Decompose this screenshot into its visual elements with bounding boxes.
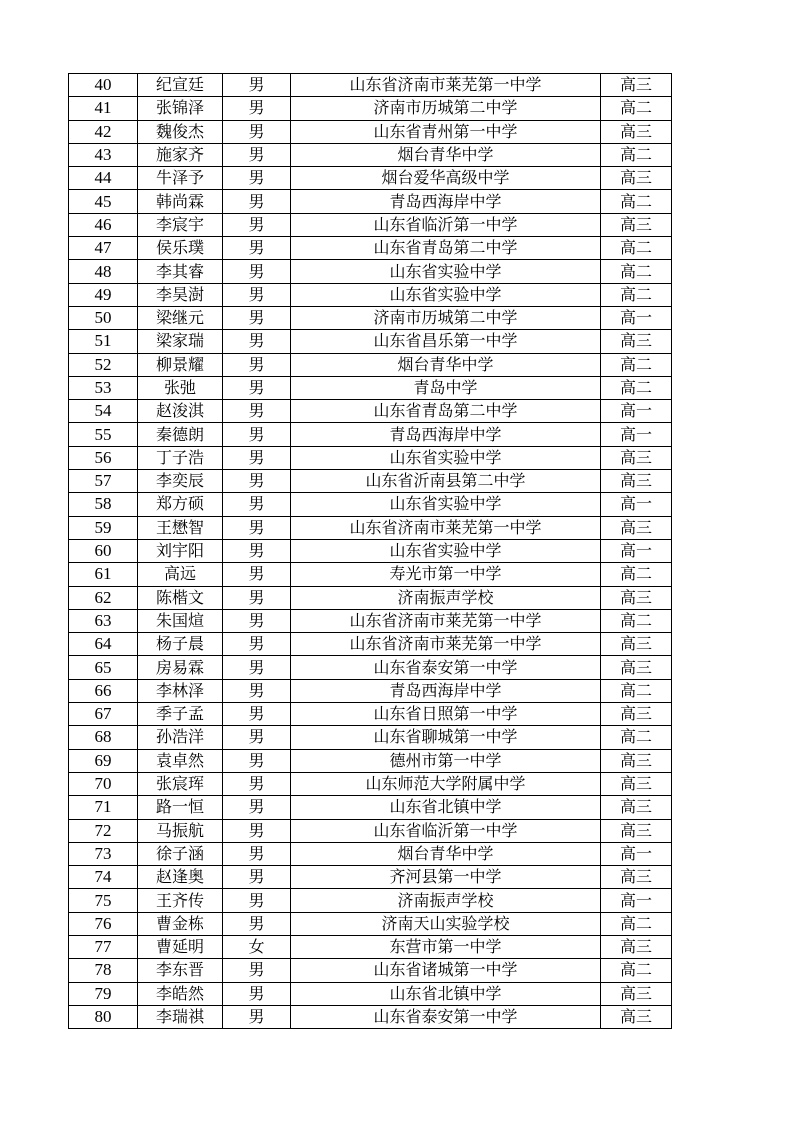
- cell-name: 袁卓然: [138, 749, 223, 772]
- cell-gender: 男: [223, 260, 291, 283]
- cell-name: 王齐传: [138, 889, 223, 912]
- cell-grade: 高三: [601, 935, 672, 958]
- cell-name: 孙浩洋: [138, 726, 223, 749]
- cell-number: 47: [69, 237, 138, 260]
- table-row: [69, 167, 672, 190]
- cell-name: 张弛: [138, 376, 223, 399]
- cell-school: 山东省实验中学: [291, 539, 601, 562]
- cell-name: 梁继元: [138, 306, 223, 329]
- student-roster-table: [68, 73, 672, 1029]
- table-row: [69, 796, 672, 819]
- cell-number: 59: [69, 516, 138, 539]
- cell-gender: 男: [223, 97, 291, 120]
- table-row: [69, 353, 672, 376]
- cell-number: 56: [69, 446, 138, 469]
- cell-number: 62: [69, 586, 138, 609]
- cell-name: 李奕辰: [138, 470, 223, 493]
- cell-gender: 男: [223, 353, 291, 376]
- cell-school: 山东省济南市莱芜第一中学: [291, 516, 601, 539]
- cell-school: 山东省泰安第一中学: [291, 656, 601, 679]
- table-row: [69, 330, 672, 353]
- cell-name: 杨子晨: [138, 633, 223, 656]
- cell-grade: 高三: [601, 516, 672, 539]
- cell-name: 路一恒: [138, 796, 223, 819]
- cell-number: 51: [69, 330, 138, 353]
- cell-gender: 男: [223, 143, 291, 166]
- table-row: [69, 726, 672, 749]
- cell-name: 魏俊杰: [138, 120, 223, 143]
- cell-school: 济南市历城第二中学: [291, 306, 601, 329]
- roster-body: [69, 74, 672, 1029]
- cell-gender: 男: [223, 633, 291, 656]
- cell-grade: 高二: [601, 563, 672, 586]
- cell-gender: 男: [223, 656, 291, 679]
- table-row: [69, 563, 672, 586]
- cell-school: 山东省泰安第一中学: [291, 1005, 601, 1028]
- cell-number: 44: [69, 167, 138, 190]
- cell-number: 48: [69, 260, 138, 283]
- cell-name: 曹延明: [138, 935, 223, 958]
- cell-gender: 男: [223, 1005, 291, 1028]
- cell-grade: 高三: [601, 982, 672, 1005]
- cell-name: 张锦泽: [138, 97, 223, 120]
- cell-name: 施家齐: [138, 143, 223, 166]
- cell-number: 45: [69, 190, 138, 213]
- cell-name: 王懋智: [138, 516, 223, 539]
- cell-school: 齐河县第一中学: [291, 866, 601, 889]
- cell-grade: 高三: [601, 120, 672, 143]
- cell-gender: 男: [223, 842, 291, 865]
- cell-gender: 男: [223, 959, 291, 982]
- table-row: [69, 120, 672, 143]
- cell-gender: 男: [223, 749, 291, 772]
- table-row: [69, 237, 672, 260]
- cell-number: 43: [69, 143, 138, 166]
- cell-number: 41: [69, 97, 138, 120]
- cell-grade: 高一: [601, 423, 672, 446]
- cell-name: 高远: [138, 563, 223, 586]
- cell-grade: 高二: [601, 353, 672, 376]
- cell-grade: 高三: [601, 749, 672, 772]
- cell-gender: 男: [223, 796, 291, 819]
- cell-number: 42: [69, 120, 138, 143]
- cell-gender: 男: [223, 912, 291, 935]
- cell-school: 烟台青华中学: [291, 842, 601, 865]
- cell-name: 柳景耀: [138, 353, 223, 376]
- cell-grade: 高三: [601, 819, 672, 842]
- cell-gender: 男: [223, 400, 291, 423]
- cell-name: 李其睿: [138, 260, 223, 283]
- cell-grade: 高二: [601, 190, 672, 213]
- cell-school: 山东省实验中学: [291, 446, 601, 469]
- table-row: [69, 283, 672, 306]
- table-row: [69, 493, 672, 516]
- table-row: [69, 633, 672, 656]
- cell-grade: 高三: [601, 656, 672, 679]
- cell-name: 秦德朗: [138, 423, 223, 446]
- cell-gender: 男: [223, 563, 291, 586]
- cell-school: 济南市历城第二中学: [291, 97, 601, 120]
- cell-gender: 女: [223, 935, 291, 958]
- cell-number: 65: [69, 656, 138, 679]
- cell-number: 79: [69, 982, 138, 1005]
- cell-name: 赵浚淇: [138, 400, 223, 423]
- cell-school: 山东省沂南县第二中学: [291, 470, 601, 493]
- cell-school: 山东省青州第一中学: [291, 120, 601, 143]
- cell-number: 68: [69, 726, 138, 749]
- cell-gender: 男: [223, 213, 291, 236]
- cell-number: 73: [69, 842, 138, 865]
- cell-number: 55: [69, 423, 138, 446]
- cell-number: 63: [69, 609, 138, 632]
- cell-number: 78: [69, 959, 138, 982]
- cell-gender: 男: [223, 330, 291, 353]
- cell-name: 赵逢奥: [138, 866, 223, 889]
- cell-grade: 高一: [601, 400, 672, 423]
- cell-grade: 高二: [601, 97, 672, 120]
- cell-number: 77: [69, 935, 138, 958]
- cell-gender: 男: [223, 120, 291, 143]
- cell-grade: 高一: [601, 306, 672, 329]
- cell-grade: 高三: [601, 772, 672, 795]
- cell-school: 山东省实验中学: [291, 260, 601, 283]
- cell-gender: 男: [223, 190, 291, 213]
- cell-gender: 男: [223, 376, 291, 399]
- cell-name: 韩尚霖: [138, 190, 223, 213]
- cell-grade: 高三: [601, 74, 672, 97]
- cell-grade: 高一: [601, 842, 672, 865]
- table-row: [69, 1005, 672, 1028]
- cell-school: 山东省诸城第一中学: [291, 959, 601, 982]
- cell-grade: 高三: [601, 633, 672, 656]
- cell-gender: 男: [223, 539, 291, 562]
- cell-number: 67: [69, 703, 138, 726]
- cell-gender: 男: [223, 889, 291, 912]
- cell-grade: 高一: [601, 493, 672, 516]
- cell-name: 陈楷文: [138, 586, 223, 609]
- cell-number: 75: [69, 889, 138, 912]
- cell-school: 山东省青岛第二中学: [291, 400, 601, 423]
- table-row: [69, 143, 672, 166]
- cell-school: 东营市第一中学: [291, 935, 601, 958]
- cell-school: 山东省济南市莱芜第一中学: [291, 609, 601, 632]
- cell-school: 青岛西海岸中学: [291, 190, 601, 213]
- cell-grade: 高三: [601, 703, 672, 726]
- cell-grade: 高二: [601, 237, 672, 260]
- table-row: [69, 376, 672, 399]
- table-row: [69, 190, 672, 213]
- table-row: [69, 446, 672, 469]
- cell-number: 40: [69, 74, 138, 97]
- cell-school: 烟台爱华高级中学: [291, 167, 601, 190]
- cell-name: 曹金栋: [138, 912, 223, 935]
- cell-number: 69: [69, 749, 138, 772]
- table-row: [69, 749, 672, 772]
- cell-name: 纪宣廷: [138, 74, 223, 97]
- cell-name: 马振航: [138, 819, 223, 842]
- cell-grade: 高三: [601, 586, 672, 609]
- cell-school: 山东省日照第一中学: [291, 703, 601, 726]
- cell-grade: 高三: [601, 213, 672, 236]
- cell-school: 山东省北镇中学: [291, 982, 601, 1005]
- table-row: [69, 772, 672, 795]
- cell-gender: 男: [223, 74, 291, 97]
- cell-school: 山东省北镇中学: [291, 796, 601, 819]
- cell-gender: 男: [223, 866, 291, 889]
- cell-number: 64: [69, 633, 138, 656]
- table-row: [69, 213, 672, 236]
- cell-number: 52: [69, 353, 138, 376]
- cell-school: 烟台青华中学: [291, 353, 601, 376]
- cell-number: 76: [69, 912, 138, 935]
- table-row: [69, 423, 672, 446]
- cell-number: 50: [69, 306, 138, 329]
- table-row: [69, 912, 672, 935]
- cell-grade: 高二: [601, 283, 672, 306]
- cell-grade: 高二: [601, 609, 672, 632]
- table-row: [69, 306, 672, 329]
- cell-school: 青岛中学: [291, 376, 601, 399]
- cell-name: 李昊澍: [138, 283, 223, 306]
- cell-name: 李皓然: [138, 982, 223, 1005]
- cell-gender: 男: [223, 237, 291, 260]
- cell-number: 61: [69, 563, 138, 586]
- cell-number: 60: [69, 539, 138, 562]
- cell-name: 李瑞祺: [138, 1005, 223, 1028]
- cell-grade: 高二: [601, 679, 672, 702]
- cell-grade: 高二: [601, 912, 672, 935]
- cell-name: 李宸宇: [138, 213, 223, 236]
- cell-number: 49: [69, 283, 138, 306]
- cell-school: 山东省临沂第一中学: [291, 213, 601, 236]
- cell-school: 山东省昌乐第一中学: [291, 330, 601, 353]
- table-row: [69, 679, 672, 702]
- table-row: [69, 982, 672, 1005]
- cell-grade: 高三: [601, 167, 672, 190]
- cell-name: 房易霖: [138, 656, 223, 679]
- cell-name: 丁子浩: [138, 446, 223, 469]
- cell-gender: 男: [223, 679, 291, 702]
- cell-grade: 高三: [601, 866, 672, 889]
- cell-name: 李东晋: [138, 959, 223, 982]
- cell-school: 山东省实验中学: [291, 283, 601, 306]
- table-row: [69, 260, 672, 283]
- cell-name: 郑方硕: [138, 493, 223, 516]
- cell-name: 侯乐璞: [138, 237, 223, 260]
- cell-grade: 高三: [601, 330, 672, 353]
- cell-number: 66: [69, 679, 138, 702]
- cell-school: 青岛西海岸中学: [291, 423, 601, 446]
- cell-number: 80: [69, 1005, 138, 1028]
- cell-school: 寿光市第一中学: [291, 563, 601, 586]
- cell-gender: 男: [223, 772, 291, 795]
- table-row: [69, 819, 672, 842]
- cell-number: 46: [69, 213, 138, 236]
- cell-grade: 高三: [601, 1005, 672, 1028]
- cell-school: 山东师范大学附属中学: [291, 772, 601, 795]
- cell-gender: 男: [223, 516, 291, 539]
- cell-grade: 高一: [601, 889, 672, 912]
- cell-gender: 男: [223, 493, 291, 516]
- cell-school: 济南振声学校: [291, 889, 601, 912]
- table-row: [69, 703, 672, 726]
- table-row: [69, 586, 672, 609]
- cell-name: 季子孟: [138, 703, 223, 726]
- cell-name: 牛泽予: [138, 167, 223, 190]
- cell-name: 李林泽: [138, 679, 223, 702]
- cell-name: 朱国煊: [138, 609, 223, 632]
- table-row: [69, 842, 672, 865]
- cell-gender: 男: [223, 446, 291, 469]
- cell-grade: 高三: [601, 470, 672, 493]
- cell-number: 74: [69, 866, 138, 889]
- cell-name: 刘宇阳: [138, 539, 223, 562]
- cell-school: 山东省实验中学: [291, 493, 601, 516]
- cell-school: 山东省青岛第二中学: [291, 237, 601, 260]
- cell-grade: 高一: [601, 539, 672, 562]
- table-row: [69, 400, 672, 423]
- cell-school: 山东省济南市莱芜第一中学: [291, 74, 601, 97]
- cell-gender: 男: [223, 726, 291, 749]
- cell-gender: 男: [223, 470, 291, 493]
- cell-gender: 男: [223, 982, 291, 1005]
- cell-gender: 男: [223, 586, 291, 609]
- cell-grade: 高二: [601, 376, 672, 399]
- cell-school: 山东省临沂第一中学: [291, 819, 601, 842]
- table-row: [69, 959, 672, 982]
- cell-number: 71: [69, 796, 138, 819]
- cell-school: 烟台青华中学: [291, 143, 601, 166]
- cell-name: 徐子涵: [138, 842, 223, 865]
- cell-name: 张宸珲: [138, 772, 223, 795]
- cell-grade: 高三: [601, 446, 672, 469]
- cell-number: 57: [69, 470, 138, 493]
- table-row: [69, 97, 672, 120]
- cell-gender: 男: [223, 167, 291, 190]
- table-row: [69, 656, 672, 679]
- cell-school: 济南振声学校: [291, 586, 601, 609]
- cell-grade: 高二: [601, 959, 672, 982]
- table-row: [69, 609, 672, 632]
- cell-number: 54: [69, 400, 138, 423]
- cell-grade: 高三: [601, 796, 672, 819]
- cell-gender: 男: [223, 609, 291, 632]
- cell-gender: 男: [223, 306, 291, 329]
- table-row: [69, 889, 672, 912]
- cell-gender: 男: [223, 819, 291, 842]
- cell-grade: 高二: [601, 143, 672, 166]
- table-row: [69, 866, 672, 889]
- cell-number: 70: [69, 772, 138, 795]
- cell-school: 山东省聊城第一中学: [291, 726, 601, 749]
- table-row: [69, 470, 672, 493]
- cell-number: 53: [69, 376, 138, 399]
- cell-school: 德州市第一中学: [291, 749, 601, 772]
- cell-school: 济南天山实验学校: [291, 912, 601, 935]
- cell-name: 梁家瑞: [138, 330, 223, 353]
- cell-number: 58: [69, 493, 138, 516]
- cell-gender: 男: [223, 283, 291, 306]
- cell-number: 72: [69, 819, 138, 842]
- cell-grade: 高二: [601, 726, 672, 749]
- cell-school: 山东省济南市莱芜第一中学: [291, 633, 601, 656]
- table-row: [69, 539, 672, 562]
- cell-grade: 高二: [601, 260, 672, 283]
- table-row: [69, 935, 672, 958]
- cell-gender: 男: [223, 703, 291, 726]
- table-row: [69, 74, 672, 97]
- table-row: [69, 516, 672, 539]
- cell-school: 青岛西海岸中学: [291, 679, 601, 702]
- cell-gender: 男: [223, 423, 291, 446]
